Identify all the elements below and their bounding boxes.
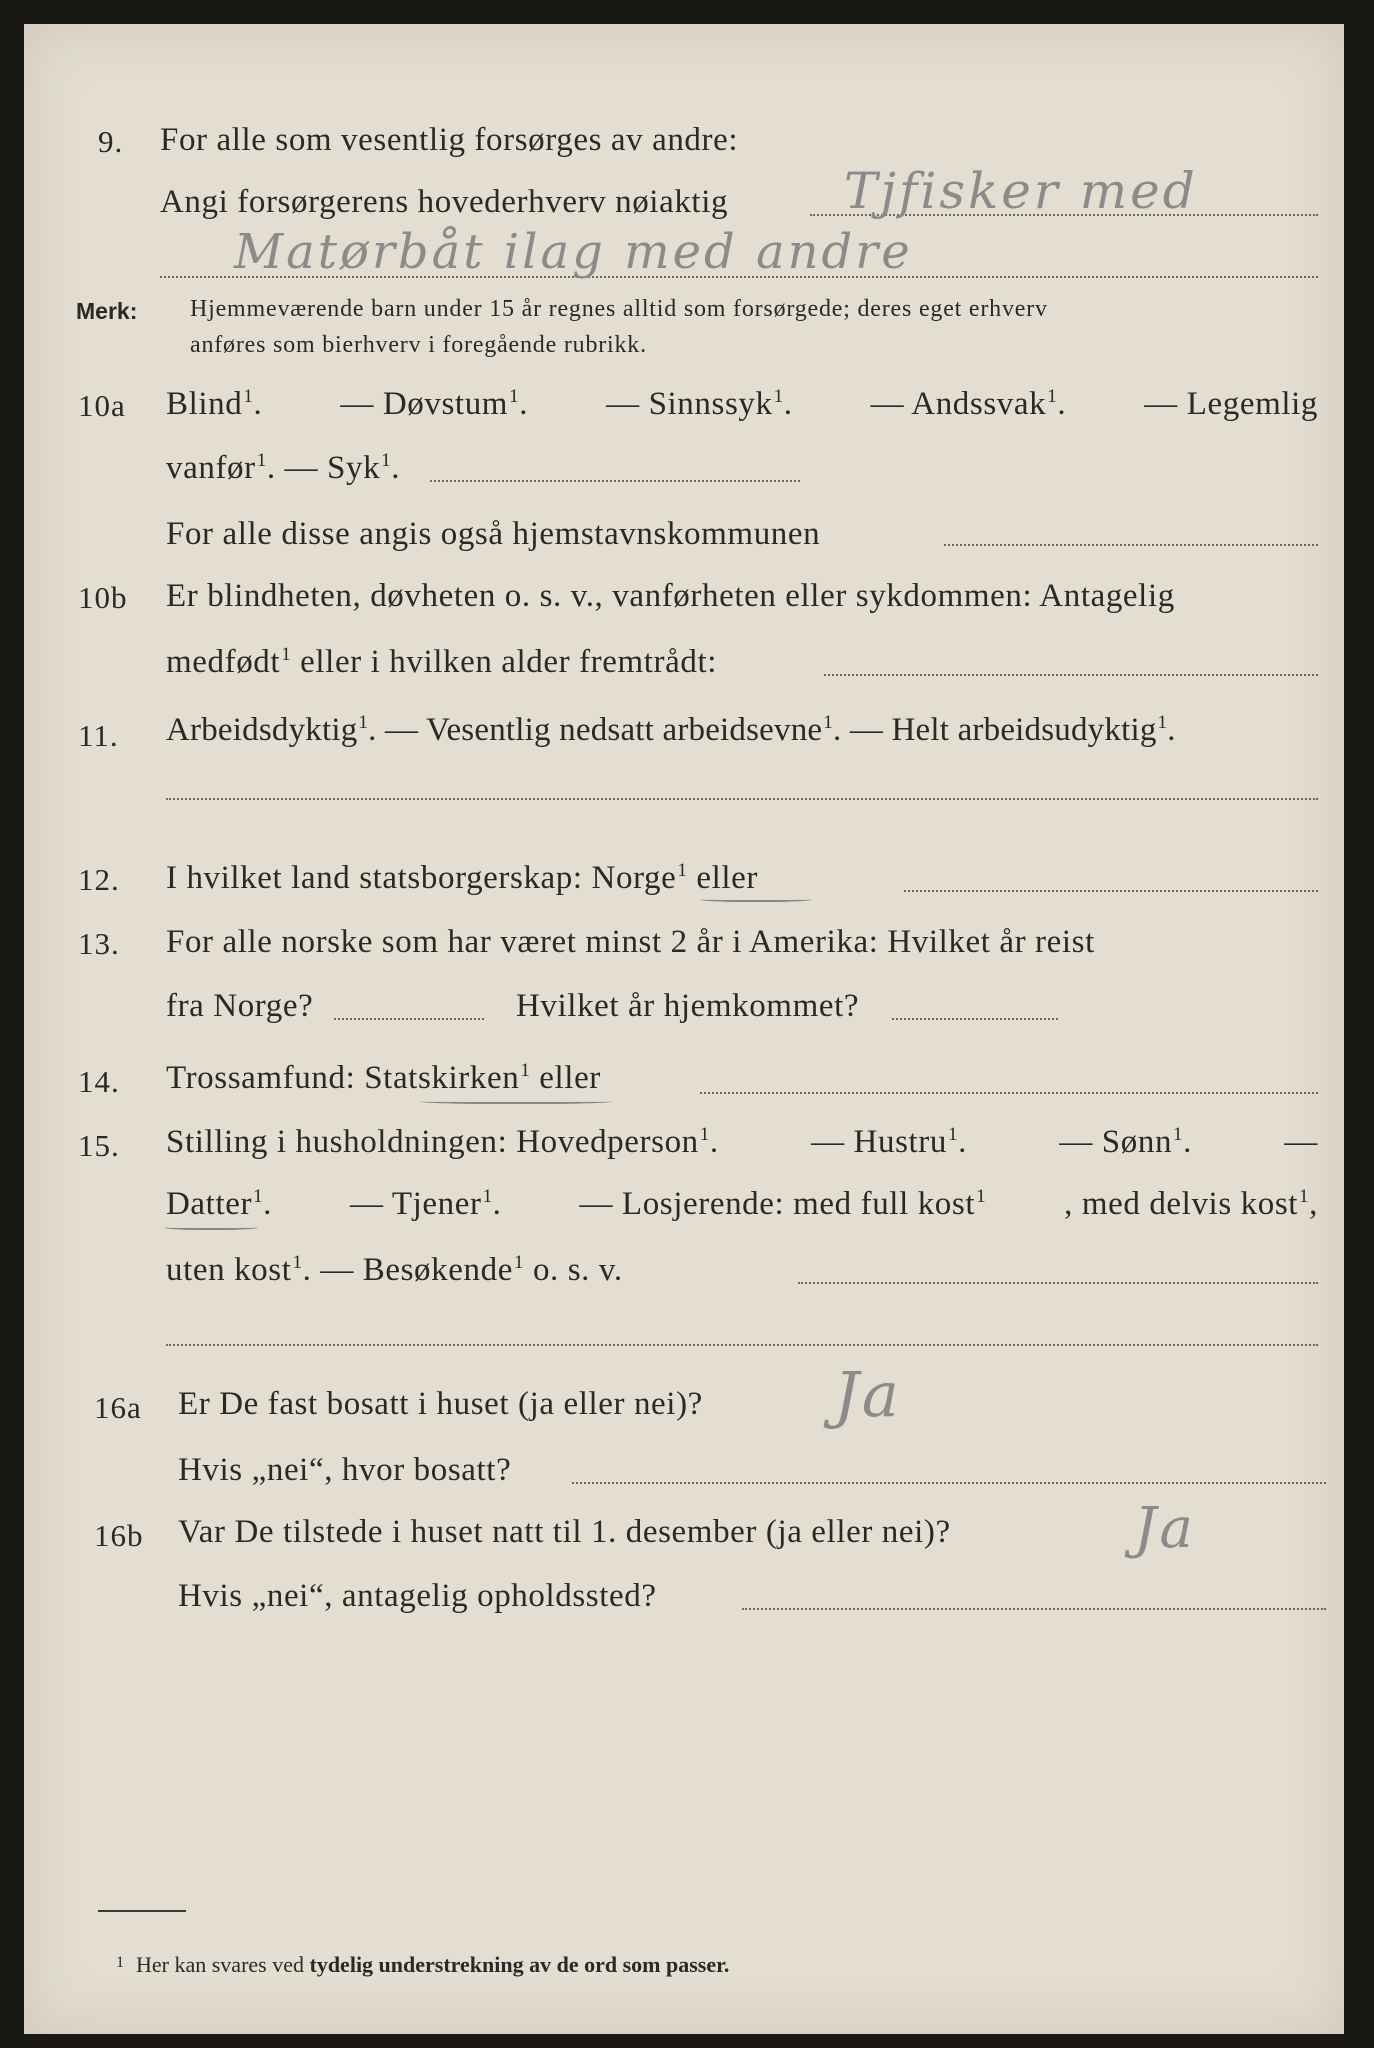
option-syk[interactable]: — Syk$^1$. xyxy=(284,450,401,486)
census-form-page xyxy=(24,24,1344,2034)
merk-line1: Hjemmeværende barn under 15 år regnes alltid som forsørgede; deres eget erhverv xyxy=(190,296,1048,322)
q16b-field[interactable] xyxy=(742,1608,1326,1610)
q15-field-1[interactable] xyxy=(798,1282,1318,1284)
merk-line2: anføres som bierhverv i foregående rubrikk. xyxy=(190,332,647,358)
q16b-answer-handwriting[interactable]: Ja xyxy=(1134,1496,1196,1561)
option-legemlig[interactable]: — Legemlig xyxy=(1144,386,1318,422)
option-sinnssyk[interactable]: — Sinnssyk$^1$. xyxy=(606,386,793,422)
option-statskirken[interactable]: Statskirken$^1$ xyxy=(364,1060,531,1096)
q16b-line2: Hvis „nei“, antagelig opholdssted? xyxy=(178,1578,657,1614)
q11-line1 xyxy=(166,712,1176,749)
option-full-kost[interactable]: — Losjerende: med full kost$^1$ xyxy=(579,1186,987,1222)
footnote-marker: 1 xyxy=(116,1954,124,1971)
reist-year-field[interactable] xyxy=(334,1018,484,1020)
statskirken-underline-mark xyxy=(420,1098,612,1104)
option-vanfor[interactable]: vanfør$^1$. xyxy=(166,450,276,486)
q11-number: 11. xyxy=(78,718,119,753)
q14-line: Trossamfund: Statskirken$^1$ eller xyxy=(166,1060,601,1096)
q13-line2b: Hvilket år hjemkommet? xyxy=(516,988,860,1024)
hjemstavnskommune-field[interactable] xyxy=(944,544,1318,546)
option-hovedperson[interactable]: Stilling i husholdningen: Hovedperson$^1$. xyxy=(166,1124,719,1160)
option-blind[interactable]: Blind$^1$. xyxy=(166,386,263,422)
q9-answer-handwriting-1: Tjfisker med xyxy=(844,162,1198,220)
option-andssvak[interactable]: — Andssvak$^1$. xyxy=(870,386,1067,422)
q10b-line1: Er blindheten, døvheten o. s. v., vanførheten eller sykdommen: Antagelig xyxy=(166,578,1175,614)
q12-number: 12. xyxy=(78,862,120,897)
option-besokende[interactable]: — Besøkende$^1$ xyxy=(320,1252,525,1288)
q10a-line2-field[interactable] xyxy=(430,480,800,482)
q12-field[interactable] xyxy=(904,890,1318,892)
q16b-line1: Var De tilstede i huset natt til 1. desember (ja eller nei)? xyxy=(178,1514,951,1550)
q16b-number: 16b xyxy=(94,1518,144,1553)
option-norge[interactable]: Norge$^1$ xyxy=(591,860,688,896)
q14-field[interactable] xyxy=(700,1092,1318,1094)
q16a-number: 16a xyxy=(94,1390,142,1425)
q9-number: 9. xyxy=(98,124,124,159)
option-datter[interactable]: Datter$^1$. xyxy=(166,1186,273,1222)
q10b-field[interactable] xyxy=(824,674,1318,676)
q15-number: 15. xyxy=(78,1128,120,1163)
option-arbeidsdyktig[interactable]: Arbeidsdyktig$^1$. xyxy=(166,712,377,748)
q16a-line2: Hvis „nei“, hvor bosatt? xyxy=(178,1452,512,1488)
option-hustru[interactable]: — Hustru$^1$. xyxy=(811,1124,967,1160)
q13-number: 13. xyxy=(78,926,120,961)
q15-field-2[interactable] xyxy=(166,1344,1318,1346)
option-nedsatt[interactable]: — Vesentlig nedsatt arbeidsevne$^1$. xyxy=(385,712,842,748)
option-delvis-kost[interactable]: , med delvis kost$^1$, xyxy=(1064,1186,1318,1222)
merk-label: Merk: xyxy=(76,298,138,324)
q10a-line3: For alle disse angis også hjemstavnskommunen xyxy=(166,516,821,552)
option-uten-kost[interactable]: uten kost$^1$. xyxy=(166,1252,312,1288)
q16a-answer-handwriting[interactable]: Ja xyxy=(834,1358,902,1431)
datter-underline-mark xyxy=(164,1224,258,1230)
q14-number: 14. xyxy=(78,1064,120,1099)
q13-line2a: fra Norge? xyxy=(166,988,314,1024)
q15-line2 xyxy=(166,1186,1318,1223)
q9-line2: Angi forsørgerens hovederhverv nøiaktig xyxy=(160,184,729,220)
q12-line: I hvilket land statsborgerskap: Norge$^1$ eller xyxy=(166,860,758,896)
q10b-number: 10b xyxy=(78,580,128,615)
option-medfodt[interactable]: medfødt$^1$ xyxy=(166,644,292,680)
q13-line1: For alle norske som har været minst 2 år i Amerika: Hvilket år reist xyxy=(166,924,1095,960)
q10a-line1 xyxy=(166,386,1318,423)
footnote: Her kan svares ved tydelig understrekning av de ord som passer. xyxy=(136,1952,730,1977)
q10a-line2 xyxy=(166,450,400,487)
hjemkommet-year-field[interactable] xyxy=(892,1018,1058,1020)
footnote-rule xyxy=(98,1910,186,1912)
q9-line1: For alle som vesentlig forsørges av andre: xyxy=(160,122,739,158)
option-arbeidsudyktig[interactable]: — Helt arbeidsudyktig$^1$. xyxy=(849,712,1176,748)
q9-answer-handwriting-2: Matørbåt ilag med andre xyxy=(234,224,913,280)
option-tjener[interactable]: — Tjener$^1$. xyxy=(349,1186,502,1222)
q11-field[interactable] xyxy=(166,798,1318,800)
option-dovstum[interactable]: — Døvstum$^1$. xyxy=(340,386,529,422)
q16a-line1: Er De fast bosatt i huset (ja eller nei)? xyxy=(178,1386,703,1422)
q15-line3: uten kost$^1$. — Besøkende$^1$ o. s. v. xyxy=(166,1252,623,1288)
q10a-number: 10a xyxy=(78,388,126,423)
q10b-line2: medfødt$^1$ eller i hvilken alder fremtrådt: xyxy=(166,644,718,680)
q15-line1: Stilling i husholdningen: Hovedperson$^1$. — Hustru$^1$. — Sønn$^1$. — xyxy=(166,1124,1318,1160)
q16a-field[interactable] xyxy=(572,1482,1326,1484)
norge-underline-mark xyxy=(700,896,812,902)
option-sonn[interactable]: — Sønn$^1$. xyxy=(1059,1124,1193,1160)
